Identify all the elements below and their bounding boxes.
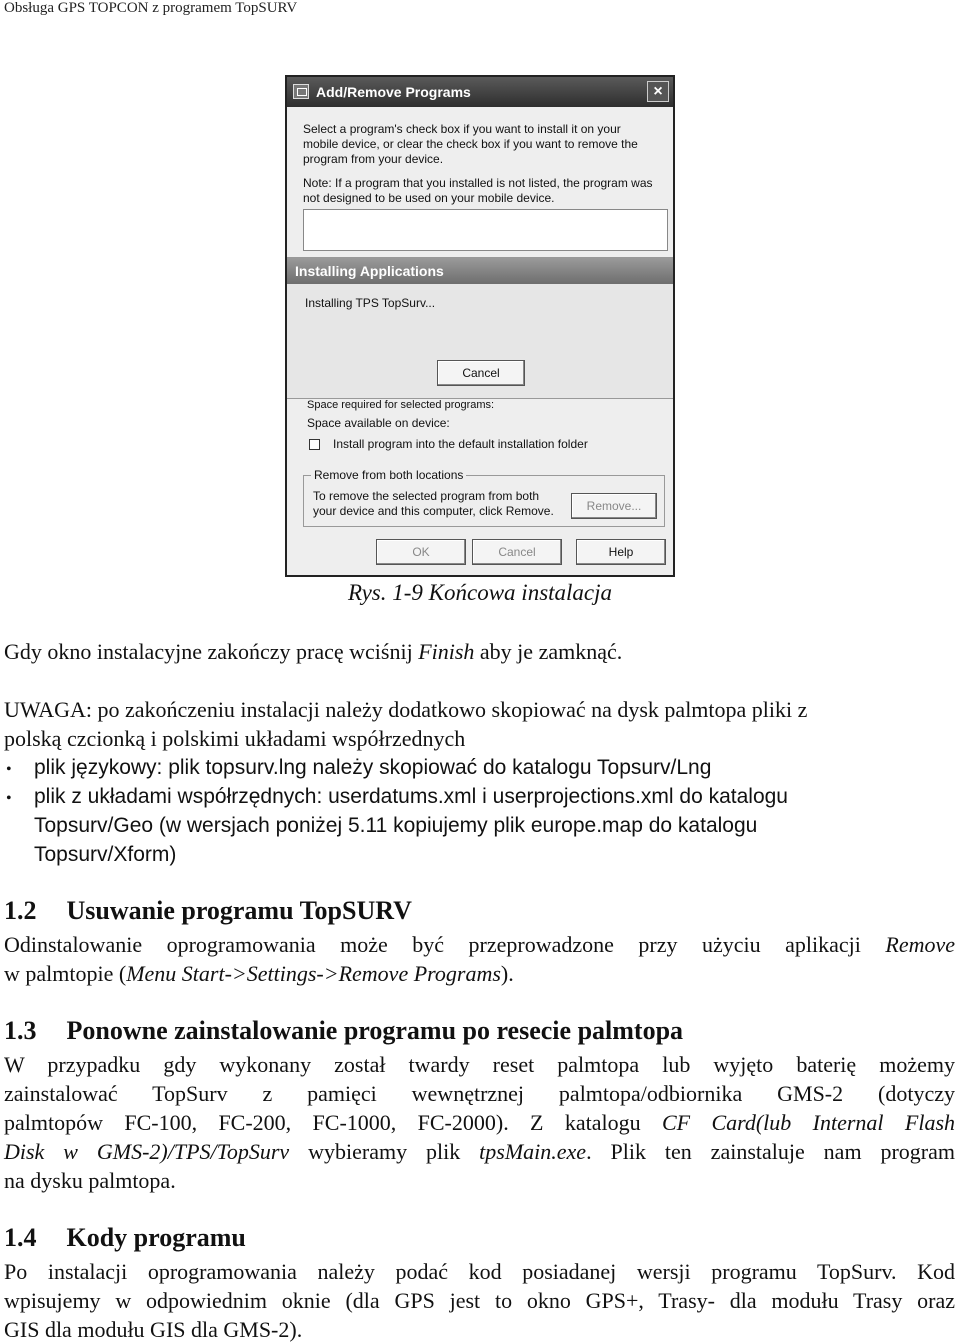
folder-path-emphasis: CF Card(lub Internal Flash bbox=[661, 1110, 956, 1135]
figure-caption: Rys. 1-9 Końcowa instalacja bbox=[347, 580, 613, 605]
installing-applications-panel bbox=[287, 257, 673, 399]
section-1-4-line-2: wpisujemy w odpowiednim oknie (dla GPS jest to okno GPS+, Trasy- dla modułu Trasy oraz bbox=[4, 1288, 955, 1313]
note-line-1: UWAGA: po zakończeniu instalacji należy dodatkowo skopiować na dysk palmtopa pliki z bbox=[4, 697, 808, 722]
remove-group-text-1: To remove the selected program from both bbox=[313, 489, 540, 503]
section-1-3-text: wybieramy plik bbox=[289, 1139, 480, 1164]
note-line-2: not designed to be used on your mobile device. bbox=[303, 191, 555, 205]
default-folder-checkbox[interactable] bbox=[309, 439, 320, 450]
bullet-item-2-line-1: plik z układami współrzędnych: userdatums.xml i userprojections.xml do katalogu bbox=[34, 785, 788, 808]
remove-button[interactable]: Remove... bbox=[571, 493, 657, 519]
menu-path-emphasis: Menu Start->Settings->Remove Programs bbox=[126, 961, 501, 986]
folder-path-emphasis: Disk w GMS-2)/TPS/TopSurv bbox=[4, 1139, 290, 1164]
add-remove-programs-dialog bbox=[285, 75, 675, 577]
section-title: Kody programu bbox=[66, 1223, 246, 1252]
instruction-line-3: program from your device. bbox=[303, 152, 444, 166]
section-1-2-line-2 bbox=[4, 959, 514, 988]
section-title: Ponowne zainstalowanie programu po resecie palmtopa bbox=[66, 1016, 684, 1045]
program-listbox[interactable] bbox=[303, 209, 668, 251]
instruction-line-1: Select a program's check box if you want to install it on your bbox=[303, 122, 621, 136]
instruction-line-2: mobile device, or clear the check box if you want to remove the bbox=[303, 137, 638, 151]
space-available-label: Space available on device: bbox=[307, 416, 450, 430]
close-button[interactable]: × bbox=[647, 81, 669, 102]
ok-button[interactable]: OK bbox=[376, 539, 466, 565]
file-name-emphasis: tpsMain.exe bbox=[479, 1139, 587, 1164]
space-required-label: Space required for selected programs: bbox=[307, 399, 495, 411]
section-1-3-line-1: W przypadku gdy wykonany został twardy reset palmtopa lub wyjęto baterię możemy bbox=[4, 1052, 955, 1077]
finish-paragraph bbox=[4, 637, 622, 666]
finish-emphasis: Finish bbox=[418, 639, 475, 664]
section-number: 1.3 bbox=[4, 1016, 37, 1045]
section-number: 1.2 bbox=[4, 896, 37, 925]
section-1-4-line-1: Po instalacji oprogramowania należy podać kod posiadanej wersji programu TopSurv. Kod bbox=[4, 1259, 955, 1284]
section-1-4-line-3: GIS dla modułu GIS dla GMS-2). bbox=[4, 1317, 303, 1342]
section-1-3-line-3 bbox=[4, 1108, 955, 1137]
section-title: Usuwanie programu TopSURV bbox=[66, 896, 412, 925]
section-1-2-line-1 bbox=[4, 930, 955, 959]
bullet-icon: • bbox=[6, 761, 12, 778]
finish-text-after: aby je zamknąć. bbox=[474, 639, 623, 664]
dialog-titlebar bbox=[287, 77, 673, 107]
section-1-3-text: palmtopów FC-100, FC-200, FC-1000, FC-2000). Z katalogu bbox=[4, 1110, 662, 1135]
section-1-3-line-2: zainstalować TopSurv z pamięci wewnętrznej palmtopa/odbiornika GMS-2 (dotyczy bbox=[4, 1081, 955, 1106]
finish-text-before: Gdy okno instalacyjne zakończy pracę wciśnij bbox=[4, 639, 419, 664]
section-1-2-text: w palmtopie ( bbox=[4, 961, 127, 986]
page-header: Obsługa GPS TOPCON z programem TopSURV bbox=[4, 0, 298, 16]
installing-status: Installing TPS TopSurv... bbox=[305, 296, 436, 310]
section-1-3-line-4 bbox=[4, 1137, 955, 1166]
remove-app-emphasis: Remove bbox=[885, 932, 955, 957]
note-line-1: Note: If a program that you installed is not listed, the program was bbox=[303, 176, 653, 190]
default-folder-label: Install program into the default installation folder bbox=[333, 437, 588, 451]
section-1-2-text: ). bbox=[500, 961, 514, 986]
section-1-2-text: Odinstalowanie oprogramowania może być przeprowadzone przy użyciu aplikacji bbox=[4, 932, 886, 957]
remove-group-title: Remove from both locations bbox=[311, 468, 466, 483]
help-button[interactable]: Help bbox=[576, 539, 666, 565]
section-1-3-heading bbox=[4, 1016, 683, 1046]
installing-cancel-button[interactable]: Cancel bbox=[437, 360, 525, 386]
section-1-3-text: . Plik ten zainstaluje nam program bbox=[586, 1139, 956, 1164]
remove-group-text-2: your device and this computer, click Remove. bbox=[313, 504, 554, 518]
bullet-item-2-line-2: Topsurv/Geo (w wersjach poniżej 5.11 kopiujemy plik europe.map do katalogu bbox=[34, 814, 758, 837]
bullet-icon: • bbox=[6, 790, 12, 807]
note-line-2: polską czcionką i polskimi układami współrzednych bbox=[4, 726, 466, 751]
bullet-item-2-line-3: Topsurv/Xform) bbox=[34, 843, 177, 866]
section-1-4-heading bbox=[4, 1223, 246, 1253]
cancel-button[interactable]: Cancel bbox=[472, 539, 562, 565]
dialog-title: Add/Remove Programs bbox=[316, 84, 471, 100]
window-app-icon bbox=[293, 84, 309, 99]
section-1-2-heading bbox=[4, 896, 412, 926]
bullet-item-1: plik językowy: plik topsurv.lng należy skopiować do katalogu Topsurv/Lng bbox=[34, 756, 712, 779]
installing-panel-title: Installing Applications bbox=[295, 263, 444, 279]
installing-panel-titlebar bbox=[287, 258, 673, 284]
section-number: 1.4 bbox=[4, 1223, 37, 1252]
section-1-3-line-5: na dysku palmtopa. bbox=[4, 1168, 176, 1193]
